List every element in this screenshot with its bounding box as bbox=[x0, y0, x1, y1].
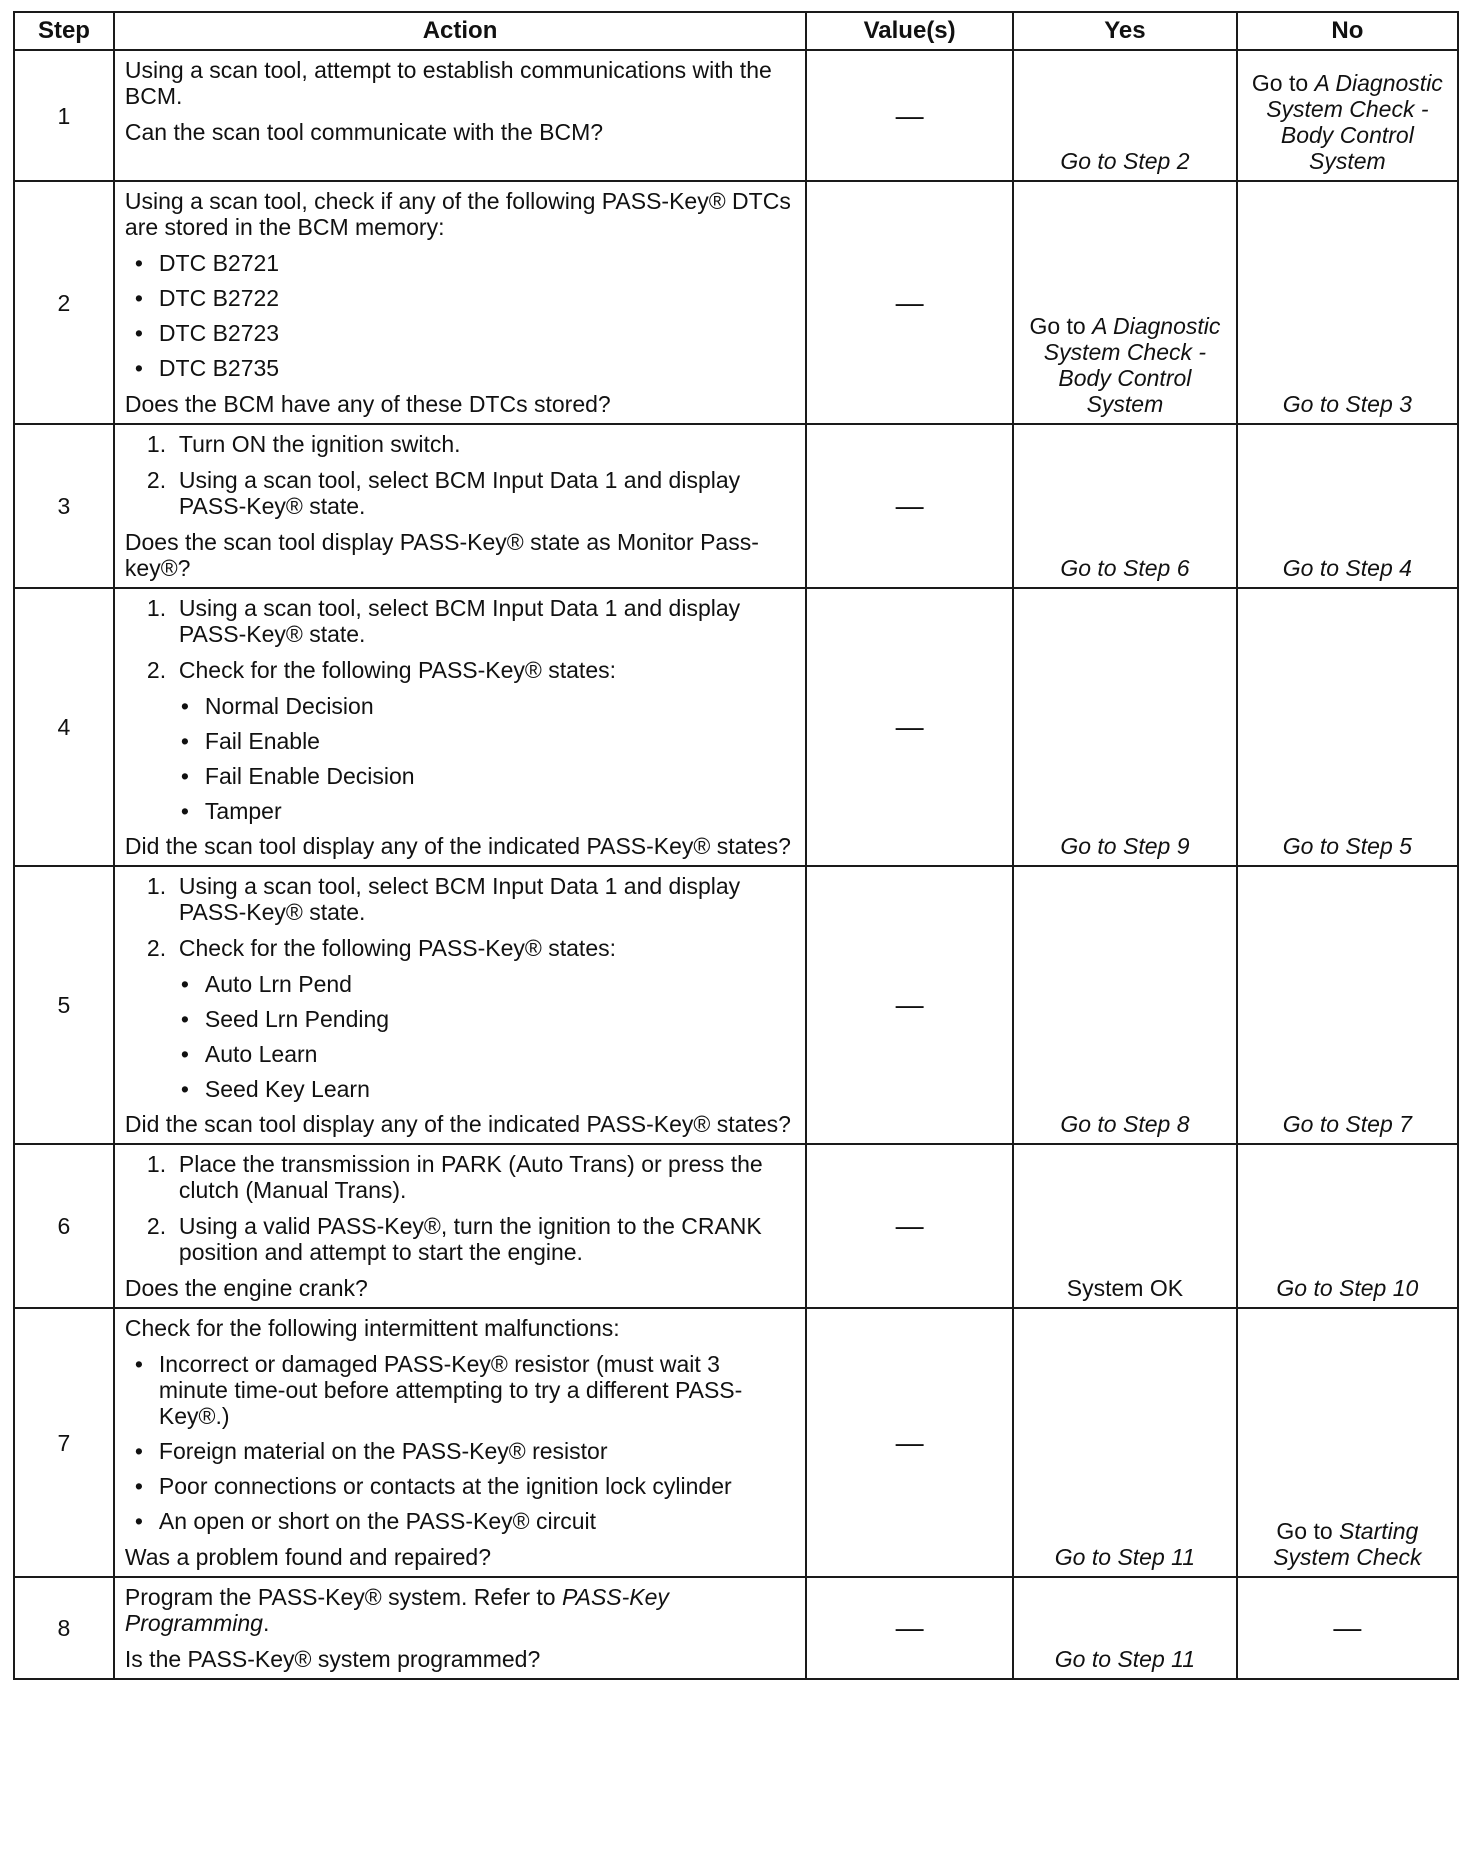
list-item: • Tamper bbox=[181, 798, 795, 824]
action-cell bbox=[114, 1577, 806, 1679]
action-question: Is the PASS-Key® system programmed? bbox=[124, 1646, 541, 1672]
header-no: No bbox=[1237, 12, 1458, 50]
yes-cell: Go to Step 8 bbox=[1013, 866, 1237, 1144]
yes-cell: Go to Step 9 bbox=[1013, 588, 1237, 866]
no-cell: Go to Step 4 bbox=[1237, 424, 1458, 588]
header-yes: Yes bbox=[1013, 12, 1237, 50]
action-cell bbox=[114, 866, 806, 1144]
list-item: 2. Check for the following PASS-Key® states: bbox=[146, 657, 617, 683]
table-row-step-7 bbox=[14, 1308, 1458, 1577]
list-item: • Seed Lrn Pending bbox=[181, 1006, 795, 1032]
no-cell bbox=[1237, 1308, 1458, 1577]
value-cell: — bbox=[806, 181, 1013, 424]
table-row-step-8 bbox=[14, 1577, 1458, 1679]
table-row-step-5 bbox=[14, 866, 1458, 1144]
no-cell: Go to Step 3 bbox=[1237, 181, 1458, 424]
yes-cell: Go to Step 11 bbox=[1013, 1308, 1237, 1577]
header-step: Step bbox=[14, 12, 114, 50]
step-number: 4 bbox=[14, 588, 114, 866]
list-item: • Incorrect or damaged PASS-Key® resistor (must wait 3 minute time-out before attempting to try a different PASS-Key®.) bbox=[135, 1351, 795, 1429]
action-text: Using a scan tool, check if any of the following PASS-Key® DTCs are stored in the BCM memory: bbox=[124, 188, 791, 240]
no-cell: Go to Step 5 bbox=[1237, 588, 1458, 866]
list-item: 1. Turn ON the ignition switch. bbox=[146, 431, 461, 457]
list-item: 2. Using a valid PASS-Key®, turn the ignition to the CRANK position and attempt to start the engine. bbox=[146, 1213, 762, 1265]
list-item: • Normal Decision bbox=[181, 693, 795, 719]
action-question: Was a problem found and repaired? bbox=[124, 1544, 491, 1570]
list-item: • DTC B2721 bbox=[135, 250, 795, 276]
no-cell: — bbox=[1237, 1577, 1458, 1679]
list-item: 1. Place the transmission in PARK (Auto Trans) or press the clutch (Manual Trans). bbox=[146, 1151, 763, 1203]
value-cell: — bbox=[806, 424, 1013, 588]
action-cell bbox=[114, 588, 806, 866]
value-cell: — bbox=[806, 1577, 1013, 1679]
procedure-list bbox=[125, 1151, 795, 1265]
list-item: • DTC B2722 bbox=[135, 285, 795, 311]
value-cell: — bbox=[806, 50, 1013, 181]
action-question: Did the scan tool display any of the indicated PASS-Key® states? bbox=[124, 833, 791, 859]
action-question: Does the engine crank? bbox=[124, 1275, 368, 1301]
list-item: • Fail Enable Decision bbox=[181, 763, 795, 789]
header-action: Action bbox=[114, 12, 806, 50]
list-item-text: Check for the following PASS-Key® states: bbox=[178, 935, 617, 961]
action-question: Does the scan tool display PASS-Key® state as Monitor Pass-key®? bbox=[124, 529, 759, 581]
action-reference: PASS-Key Programming bbox=[124, 1584, 669, 1636]
list-item: • An open or short on the PASS-Key® circuit bbox=[135, 1508, 795, 1534]
state-list bbox=[125, 971, 795, 1102]
list-item-text: Turn ON the ignition switch. bbox=[178, 431, 461, 457]
table-row-step-4 bbox=[14, 588, 1458, 866]
dtc-list bbox=[125, 250, 795, 381]
list-item: • Foreign material on the PASS-Key® resistor bbox=[135, 1438, 795, 1464]
action-question: Does the BCM have any of these DTCs stored? bbox=[124, 391, 611, 417]
action-cell bbox=[114, 50, 806, 181]
malfunction-list bbox=[125, 1351, 795, 1534]
table-row-step-2 bbox=[14, 181, 1458, 424]
list-item-text: Check for the following PASS-Key® states: bbox=[178, 657, 617, 683]
procedure-list bbox=[125, 873, 795, 961]
step-number: 1 bbox=[14, 50, 114, 181]
list-item: • DTC B2723 bbox=[135, 320, 795, 346]
state-list bbox=[125, 693, 795, 824]
list-item: • Auto Learn bbox=[181, 1041, 795, 1067]
list-item: 1. Using a scan tool, select BCM Input Data 1 and display PASS-Key® state. bbox=[146, 873, 741, 925]
action-text: Using a scan tool, attempt to establish communications with the BCM. bbox=[124, 57, 772, 109]
no-cell bbox=[1237, 50, 1458, 181]
list-item: • Seed Key Learn bbox=[181, 1076, 795, 1102]
list-item: • Poor connections or contacts at the ignition lock cylinder bbox=[135, 1473, 795, 1499]
step-number: 3 bbox=[14, 424, 114, 588]
no-prefix: Go to bbox=[1276, 1518, 1340, 1544]
action-text bbox=[125, 1584, 795, 1636]
procedure-list bbox=[125, 431, 795, 519]
list-item: • Auto Lrn Pend bbox=[181, 971, 795, 997]
action-text-prefix: Program the PASS-Key® system. Refer to bbox=[124, 1584, 562, 1610]
list-item: • Fail Enable bbox=[181, 728, 795, 754]
header-values: Value(s) bbox=[806, 12, 1013, 50]
no-reference: Starting System Check bbox=[1273, 1518, 1422, 1570]
header-row bbox=[14, 12, 1458, 50]
list-item: 2. Check for the following PASS-Key® states: bbox=[146, 935, 617, 961]
step-number: 6 bbox=[14, 1144, 114, 1308]
action-text: Check for the following intermittent malfunctions: bbox=[124, 1315, 620, 1341]
action-cell bbox=[114, 1144, 806, 1308]
action-question: Did the scan tool display any of the indicated PASS-Key® states? bbox=[124, 1111, 791, 1137]
list-item-text: Using a scan tool, select BCM Input Data 1 and display PASS-Key® state. bbox=[178, 595, 741, 647]
step-number: 7 bbox=[14, 1308, 114, 1577]
action-text-suffix: . bbox=[262, 1610, 270, 1636]
list-item: • DTC B2735 bbox=[135, 355, 795, 381]
yes-reference: A Diagnostic System Check - Body Control System bbox=[1043, 313, 1221, 417]
list-item-text: Place the transmission in PARK (Auto Trans) or press the clutch (Manual Trans). bbox=[178, 1151, 763, 1203]
yes-cell: System OK bbox=[1013, 1144, 1237, 1308]
list-item: 1. Using a scan tool, select BCM Input Data 1 and display PASS-Key® state. bbox=[146, 595, 741, 647]
yes-cell: Go to Step 6 bbox=[1013, 424, 1237, 588]
yes-cell: Go to Step 11 bbox=[1013, 1577, 1237, 1679]
action-question: Can the scan tool communicate with the BCM? bbox=[124, 119, 604, 145]
step-number: 5 bbox=[14, 866, 114, 1144]
no-prefix: Go to bbox=[1251, 70, 1315, 96]
procedure-list bbox=[125, 595, 795, 683]
list-item-text: Using a scan tool, select BCM Input Data 1 and display PASS-Key® state. bbox=[178, 467, 741, 519]
table-row-step-6 bbox=[14, 1144, 1458, 1308]
no-cell: Go to Step 10 bbox=[1237, 1144, 1458, 1308]
yes-cell bbox=[1013, 181, 1237, 424]
diagnostic-table-sheet bbox=[13, 11, 1459, 1847]
list-item-text: Using a scan tool, select BCM Input Data 1 and display PASS-Key® state. bbox=[178, 873, 741, 925]
list-item-text: Using a valid PASS-Key®, turn the ignition to the CRANK position and attempt to start the engine. bbox=[178, 1213, 762, 1265]
diagnostic-table bbox=[13, 11, 1459, 1680]
yes-prefix: Go to bbox=[1029, 313, 1093, 339]
list-item: 2. Using a scan tool, select BCM Input Data 1 and display PASS-Key® state. bbox=[146, 467, 741, 519]
value-cell: — bbox=[806, 588, 1013, 866]
no-cell: Go to Step 7 bbox=[1237, 866, 1458, 1144]
value-cell: — bbox=[806, 1308, 1013, 1577]
action-cell bbox=[114, 1308, 806, 1577]
table-row-step-3 bbox=[14, 424, 1458, 588]
table-row-step-1 bbox=[14, 50, 1458, 181]
no-reference: A Diagnostic System Check - Body Control System bbox=[1266, 70, 1443, 174]
yes-cell: Go to Step 2 bbox=[1013, 50, 1237, 181]
value-cell: — bbox=[806, 1144, 1013, 1308]
step-number: 2 bbox=[14, 181, 114, 424]
action-cell bbox=[114, 424, 806, 588]
step-number: 8 bbox=[14, 1577, 114, 1679]
value-cell: — bbox=[806, 866, 1013, 1144]
action-cell bbox=[114, 181, 806, 424]
